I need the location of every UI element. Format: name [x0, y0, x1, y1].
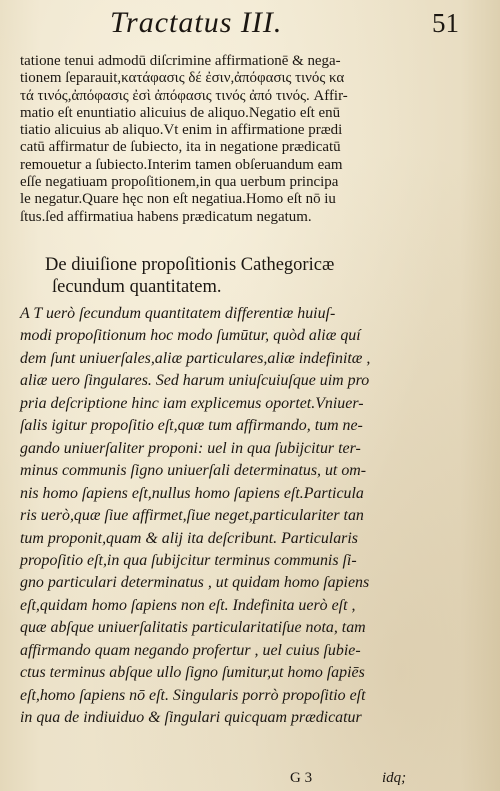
text-line: remouetur a ſubiecto.Interim tamen obſeruandum eam	[20, 155, 343, 173]
paragraph-quantity-division	[20, 302, 490, 729]
text-line: minus communis ſigno uniuerſali determinatus, ut om-	[20, 461, 367, 480]
text-line: ris uerò,quæ ſiue affirmet,ſiue neget,particulariter tan	[20, 506, 364, 525]
heading-line: ſecundum quantitatem.	[52, 277, 222, 297]
text-line: ctus terminus abſque ullo ſigno ſumitur,ut homo ſapiēs	[20, 663, 365, 682]
page-number: 51	[432, 8, 459, 38]
page-footer	[0, 770, 500, 790]
catchword: idq;	[382, 770, 407, 786]
text-line: τά τινός,ἀπόφασις ἐσὶ ἀπόφασις τινός ἀπό τινός. Affir-	[20, 86, 348, 104]
running-title: Tractatus III.	[110, 6, 283, 39]
text-line: tum proponit,quam & alij ita deſcribunt. Particularis	[20, 528, 358, 547]
text-line: gando uniuerſaliter proponi: uel in qua ſubijcitur ter-	[20, 438, 361, 457]
text-line: ſalis igitur propoſitio eſt,quæ tum affirmando, tum ne-	[20, 416, 363, 435]
text-line: in qua de indiuiduo & ſingulari quicquam prædicatur	[20, 708, 362, 727]
text-line: quæ abſque uniuerſalitatis particularitatiſue nota, tam	[20, 618, 366, 637]
text-line: propoſitio eſt,in qua ſubijcitur terminus communis ſi-	[20, 550, 357, 569]
text-line: affirmando quam negando profertur , uel cuius ſubie-	[20, 640, 361, 659]
text-line: nis homo ſapiens eſt,nullus homo ſapiens eſt.Particula	[20, 483, 364, 502]
text-line: tionem ſeparauit,κατάφασις δέ ἐσιν,ἀπόφασις τινός κα	[20, 69, 345, 87]
page-header	[0, 6, 500, 46]
paragraph-affirmation-negation	[20, 52, 490, 225]
text-line: ſtus.ſed affirmatiua habens prædicatum negatum.	[20, 207, 312, 225]
text-line: pria deſcriptione hinc iam explicemus oportet.Vniuer-	[20, 393, 364, 412]
text-line: tatione tenui admodū diſcrimine affirmationē & nega-	[20, 52, 341, 69]
text-line: catū affirmatur de ſubiecto, ita in negatione prædicatū	[20, 138, 341, 156]
heading-line: De diuiſione propoſitionis Cathegoricæ	[45, 255, 335, 275]
text-line: dem ſunt uniuerſales,aliæ particulares,aliæ indefinitæ ,	[20, 348, 371, 367]
text-line: A T uerò ſecundum quantitatem differentiæ huiuſ-	[20, 304, 336, 322]
text-line: le negatur.Quare hęc non eſt negatiua.Homo eſt nō iu	[20, 190, 336, 208]
text-line: modi propoſitionum hoc modo ſumūtur, quòd aliæ quí	[20, 326, 361, 345]
signature-mark: G 3	[290, 770, 313, 786]
section-heading	[45, 254, 465, 298]
text-line: aliæ uero ſingulares. Sed harum uniuſcuiuſque uim pro	[20, 371, 370, 390]
text-line: eſſe negatiuam propoſitionem,in qua uerbum principa	[20, 173, 339, 191]
text-line: gno particulari determinatus , ut quidam homo ſapiens	[20, 573, 370, 592]
text-line: tiatio alicuius ab aliquo.Vt enim in affirmatione prædi	[20, 121, 343, 139]
text-line: eſt,homo ſapiens nō eſt. Singularis porrò propoſitio eſt	[20, 685, 366, 704]
text-line: matio eſt enuntiatio alicuius de aliquo.Negatio eſt enū	[20, 103, 341, 121]
text-line: eſt,quidam homo ſapiens non eſt. Indefinita uerò eſt ,	[20, 595, 356, 614]
